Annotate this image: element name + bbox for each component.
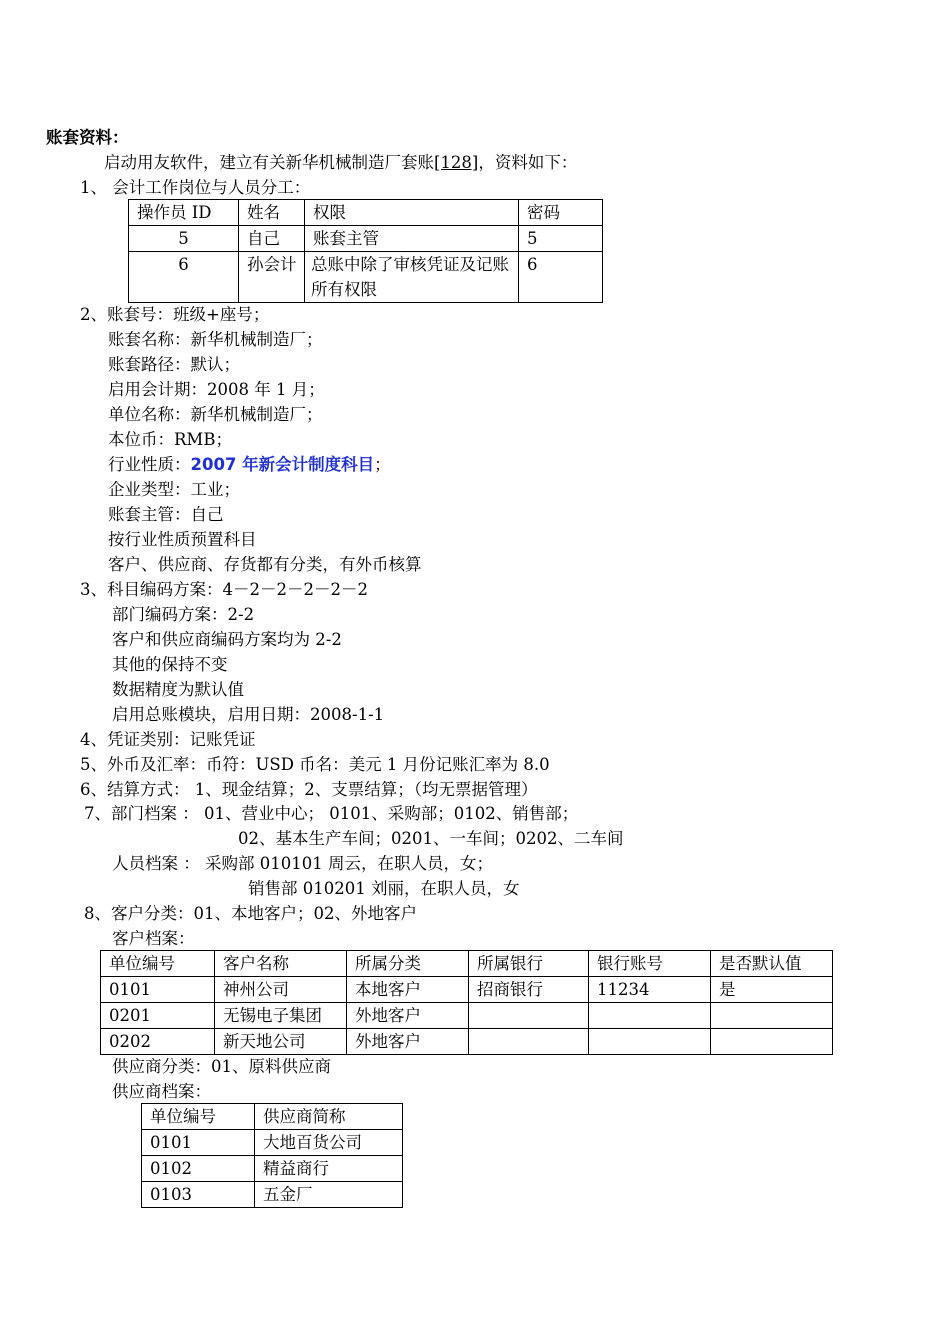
table-cell: 0102 [142, 1156, 255, 1182]
header-cell: 所属分类 [347, 951, 469, 977]
classification-note: 客户、供应商、存货都有分类，有外币核算 [108, 555, 422, 574]
industry-end: ； [374, 455, 391, 474]
table-cell: 无锡电子集团 [215, 1003, 347, 1029]
industry-value: 2007 年新会计制度科目 [190, 455, 375, 474]
table-cell [469, 1029, 589, 1055]
enable-gl: 启用总账模块，启用日期：2008-1-1 [112, 705, 385, 724]
table-cell: 神州公司 [215, 977, 347, 1003]
table-row [101, 977, 833, 1003]
table-cell [589, 1029, 711, 1055]
operator-permission: 总账中除了审核凭证及记账所有权限 [305, 252, 519, 303]
supplier-class: 供应商分类：01、原料供应商 [112, 1057, 331, 1076]
header-cell: 操作员 ID [129, 200, 239, 226]
table-cell [589, 1003, 711, 1029]
table-cell: 11234 [589, 977, 711, 1003]
operator-password: 5 [519, 226, 603, 252]
book-code: [128] [434, 153, 479, 172]
heading: 账套资料： [46, 128, 129, 147]
staff-archive-line1: 人员档案 ： 采购部 010101 周云，在职人员，女； [112, 854, 493, 873]
table-header-row [129, 200, 603, 226]
staff-archive-line2: 销售部 010201 刘丽，在职人员，女 [248, 879, 520, 898]
table-cell: 是 [711, 977, 833, 1003]
header-cell: 所属银行 [469, 951, 589, 977]
header-cell: 客户名称 [215, 951, 347, 977]
data-precision: 数据精度为默认值 [112, 680, 244, 699]
operator-permission: 账套主管 [305, 226, 519, 252]
table-header-row [142, 1104, 403, 1130]
table-row [101, 1003, 833, 1029]
table-cell: 大地百货公司 [255, 1130, 403, 1156]
company-type: 企业类型：工业； [108, 480, 240, 499]
header-cell: 是否默认值 [711, 951, 833, 977]
table-row [101, 1029, 833, 1055]
table-cell [711, 1029, 833, 1055]
dept-archive-line2: 02、基本生产车间；0201、一车间；0202、二车间 [238, 829, 624, 848]
table-row [142, 1156, 403, 1182]
section-6: 6、结算方式： 1、现金结算；2、支票结算；（均无票据管理） [80, 780, 538, 799]
header-cell: 权限 [305, 200, 519, 226]
table-cell: 外地客户 [347, 1029, 469, 1055]
table-cell [711, 1003, 833, 1029]
intro-before: 启动用友软件，建立有关新华机械制造厂套账 [104, 153, 434, 172]
operator-name: 自己 [239, 226, 305, 252]
operator-id: 6 [129, 252, 239, 303]
dept-archive-line1: 7、部门档案 ： 01、营业中心； 0101、采购部；0102、销售部； [84, 804, 579, 823]
dept-coding: 部门编码方案：2-2 [112, 605, 255, 624]
header-cell: 供应商简称 [255, 1104, 403, 1130]
table-cell: 本地客户 [347, 977, 469, 1003]
table-header-row [101, 951, 833, 977]
operator-table [128, 199, 603, 303]
intro-after: ，资料如下： [478, 153, 578, 172]
section-2-title: 2、账套号：班级+座号； [80, 305, 270, 324]
operator-name: 孙会计 [239, 252, 305, 303]
operator-password: 6 [519, 252, 603, 303]
book-name: 账套名称：新华机械制造厂； [108, 330, 323, 349]
header-cell: 单位编号 [142, 1104, 255, 1130]
industry-line [108, 452, 391, 477]
section-5: 5、外币及汇率：币符：USD 币名：美元 1 月份记账汇率为 8.0 [80, 755, 550, 774]
table-cell: 五金厂 [255, 1182, 403, 1208]
table-cell: 0103 [142, 1182, 255, 1208]
preset-subjects: 按行业性质预置科目 [108, 530, 257, 549]
header-cell: 密码 [519, 200, 603, 226]
header-cell: 姓名 [239, 200, 305, 226]
customer-coding: 客户和供应商编码方案均为 2-2 [112, 630, 342, 649]
header-cell: 银行账号 [589, 951, 711, 977]
table-row [142, 1182, 403, 1208]
section-8-title: 8、客户分类：01、本地客户；02、外地客户 [84, 904, 417, 923]
table-cell: 精益商行 [255, 1156, 403, 1182]
table-cell [469, 1003, 589, 1029]
section-3-title: 3、科目编码方案：4－2－2－2－2－2 [80, 580, 368, 599]
table-cell: 招商银行 [469, 977, 589, 1003]
customer-archive-label: 客户档案： [112, 929, 195, 948]
book-supervisor: 账套主管：自己 [108, 505, 224, 524]
base-currency: 本位币：RMB； [108, 430, 232, 449]
supplier-table [141, 1103, 403, 1208]
section-1-title: 1、 会计工作岗位与人员分工： [80, 178, 311, 197]
table-cell: 外地客户 [347, 1003, 469, 1029]
table-row [142, 1130, 403, 1156]
table-cell: 0202 [101, 1029, 215, 1055]
table-cell: 新天地公司 [215, 1029, 347, 1055]
table-row [129, 252, 603, 303]
industry-label: 行业性质： [108, 455, 191, 474]
book-path: 账套路径：默认； [108, 355, 240, 374]
supplier-archive-label: 供应商档案： [112, 1082, 211, 1101]
others-unchanged: 其他的保持不变 [112, 655, 228, 674]
operator-id: 5 [129, 226, 239, 252]
table-row [129, 226, 603, 252]
company-name: 单位名称：新华机械制造厂； [108, 405, 323, 424]
customer-table [100, 950, 833, 1055]
header-cell: 单位编号 [101, 951, 215, 977]
table-cell: 0101 [142, 1130, 255, 1156]
table-cell: 0101 [101, 977, 215, 1003]
section-4: 4、凭证类别：记账凭证 [80, 730, 256, 749]
start-period: 启用会计期：2008 年 1 月； [108, 380, 325, 399]
intro-line [104, 150, 577, 175]
table-cell: 0201 [101, 1003, 215, 1029]
